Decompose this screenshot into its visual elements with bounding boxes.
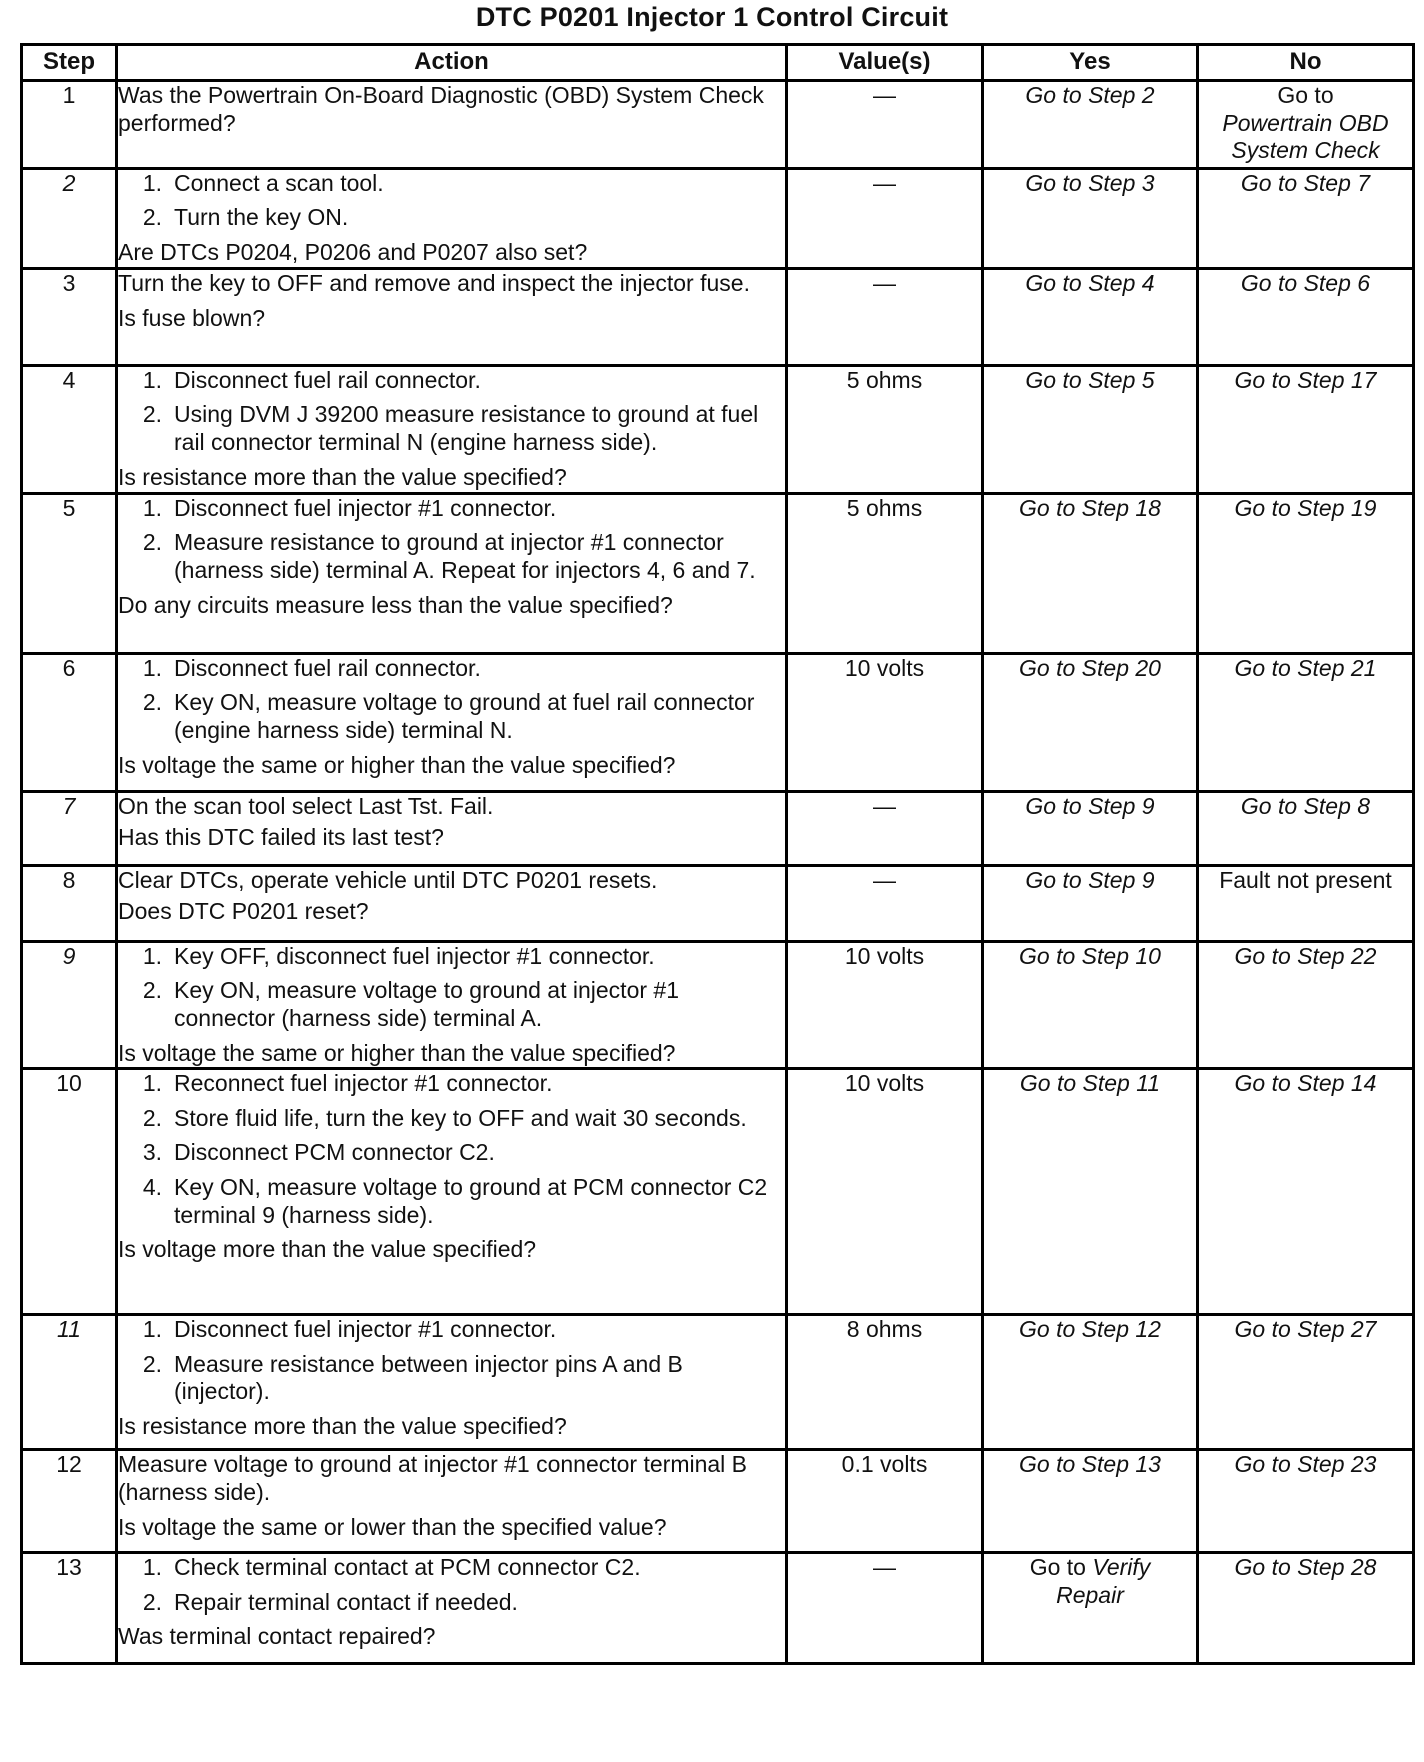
- value-cell: 5 ohms: [787, 493, 983, 653]
- table-row: [22, 941, 1414, 1068]
- diagnostic-table: [20, 43, 1415, 1665]
- action-text: Was the Powertrain On-Board Diagnostic (OBD) System Check performed?: [118, 82, 764, 136]
- action-question: Was terminal contact repaired?: [118, 1623, 436, 1650]
- step-number: 3: [22, 268, 117, 365]
- yes-cell: Go to Step 3: [983, 168, 1198, 268]
- action-question: Is voltage the same or higher than the value specified?: [118, 751, 676, 778]
- step-number: 7: [22, 791, 117, 865]
- action-question: Is voltage the same or higher than the value specified?: [118, 1039, 676, 1066]
- action-item: 1. Disconnect fuel rail connector.: [142, 654, 481, 681]
- action-cell: [117, 493, 787, 653]
- value-cell: 10 volts: [787, 1069, 983, 1315]
- action-text: Clear DTCs, operate vehicle until DTC P0201 resets.: [118, 866, 658, 893]
- action-text: Turn the key to OFF and remove and inspect the injector fuse.: [118, 269, 750, 296]
- table-row: [22, 168, 1414, 268]
- header-action: Action: [117, 45, 787, 81]
- header-no: No: [1198, 45, 1414, 81]
- no-cell: Go to Step 7: [1198, 168, 1414, 268]
- action-item: 3. Disconnect PCM connector C2.: [142, 1139, 495, 1166]
- action-text: On the scan tool select Last Tst. Fail.: [118, 792, 494, 819]
- header-step: Step: [22, 45, 117, 81]
- no-cell: Go to Step 21: [1198, 653, 1414, 791]
- no-cell: Go to Step 14: [1198, 1069, 1414, 1315]
- action-question: Is resistance more than the value specified?: [118, 463, 567, 490]
- no-cell: Go to Step 23: [1198, 1450, 1414, 1553]
- value-cell: —: [787, 791, 983, 865]
- action-cell: [117, 268, 787, 365]
- table-row: [22, 653, 1414, 791]
- value-cell: —: [787, 268, 983, 365]
- action-item: 2. Repair terminal contact if needed.: [142, 1588, 518, 1615]
- no-cell: Go to Step 22: [1198, 941, 1414, 1068]
- table-row: [22, 365, 1414, 493]
- action-item: 2. Key ON, measure voltage to ground at injector #1 connector (harness side) terminal A.: [142, 977, 680, 1031]
- no-cell: Fault not present: [1198, 865, 1414, 941]
- action-item: 2. Using DVM J 39200 measure resistance to ground at fuel rail connector terminal N (engine harness side).: [142, 401, 759, 455]
- action-item: 1. Disconnect fuel rail connector.: [142, 366, 481, 393]
- yes-cell: Go to Step 11: [983, 1069, 1198, 1315]
- table-row: [22, 865, 1414, 941]
- action-text: Measure voltage to ground at injector #1 connector terminal B (harness side).: [118, 1451, 748, 1505]
- action-item: 1. Reconnect fuel injector #1 connector.: [142, 1070, 553, 1097]
- step-number: 13: [22, 1553, 117, 1664]
- table-row: [22, 791, 1414, 865]
- step-number: 11: [22, 1315, 117, 1450]
- no-cell: Go to Step 8: [1198, 791, 1414, 865]
- yes-cell: Go to Step 12: [983, 1315, 1198, 1450]
- table-row: [22, 1315, 1414, 1450]
- step-number: 2: [22, 168, 117, 268]
- value-cell: —: [787, 865, 983, 941]
- table-row: [22, 1069, 1414, 1315]
- table-row: [22, 1553, 1414, 1664]
- action-item: 1. Check terminal contact at PCM connector C2.: [142, 1554, 641, 1581]
- action-question: Is resistance more than the value specified?: [118, 1412, 567, 1439]
- step-number: 10: [22, 1069, 117, 1315]
- no-cell: Go to Step 27: [1198, 1315, 1414, 1450]
- yes-prefix: Go to: [1029, 1554, 1086, 1581]
- action-question: Does DTC P0201 reset?: [118, 898, 369, 925]
- page-title: DTC P0201 Injector 1 Control Circuit: [475, 2, 949, 32]
- action-cell: [117, 168, 787, 268]
- yes-cell: Go to Step 18: [983, 493, 1198, 653]
- action-item: 2. Turn the key ON.: [142, 204, 349, 231]
- action-cell: [117, 653, 787, 791]
- value-cell: 0.1 volts: [787, 1450, 983, 1553]
- step-number: 5: [22, 493, 117, 653]
- yes-cell: Go to Step 2: [983, 81, 1198, 169]
- step-number: 4: [22, 365, 117, 493]
- value-cell: —: [787, 81, 983, 169]
- value-cell: 10 volts: [787, 941, 983, 1068]
- action-question: Are DTCs P0204, P0206 and P0207 also set?: [118, 238, 588, 265]
- yes-cell: Go to Step 9: [983, 865, 1198, 941]
- action-cell: [117, 81, 787, 169]
- action-cell: [117, 865, 787, 941]
- action-question: Is fuse blown?: [118, 305, 266, 332]
- action-cell: [117, 1069, 787, 1315]
- action-question: Is voltage more than the value specified?: [118, 1236, 537, 1263]
- action-item: 1. Disconnect fuel injector #1 connector.: [142, 494, 557, 521]
- value-cell: 10 volts: [787, 653, 983, 791]
- yes-link: Repair: [1056, 1581, 1124, 1608]
- yes-cell: Go to Step 13: [983, 1450, 1198, 1553]
- step-number: 6: [22, 653, 117, 791]
- yes-link: Verify: [1092, 1554, 1151, 1581]
- action-item: 2. Key ON, measure voltage to ground at fuel rail connector (engine harness side) terminal N.: [142, 689, 755, 743]
- value-cell: 8 ohms: [787, 1315, 983, 1450]
- action-cell: [117, 1315, 787, 1450]
- no-line: System Check: [1231, 137, 1380, 164]
- table-row: [22, 268, 1414, 365]
- no-cell: Go to Step 17: [1198, 365, 1414, 493]
- no-line: Powertrain OBD: [1222, 109, 1389, 136]
- action-cell: [117, 365, 787, 493]
- table-row: [22, 1450, 1414, 1553]
- step-number: 8: [22, 865, 117, 941]
- yes-cell: Go to Step 5: [983, 365, 1198, 493]
- header-values: Value(s): [787, 45, 983, 81]
- action-item: 2. Measure resistance to ground at injector #1 connector (harness side) terminal A. Repeat for injectors 4, 6 and 7.: [142, 529, 756, 583]
- yes-cell: Go to Step 4: [983, 268, 1198, 365]
- no-cell: [1198, 81, 1414, 169]
- action-item: 2. Measure resistance between injector pins A and B (injector).: [142, 1350, 683, 1405]
- action-item: 1. Disconnect fuel injector #1 connector.: [142, 1316, 557, 1343]
- yes-cell: Go to Step 9: [983, 791, 1198, 865]
- action-cell: [117, 791, 787, 865]
- header-row: [22, 45, 1414, 81]
- action-cell: [117, 1450, 787, 1553]
- yes-cell: Go to Step 10: [983, 941, 1198, 1068]
- step-number: 1: [22, 81, 117, 169]
- action-item: 4. Key ON, measure voltage to ground at PCM connector C2 terminal 9 (harness side).: [142, 1173, 768, 1228]
- step-number: 12: [22, 1450, 117, 1553]
- value-cell: —: [787, 168, 983, 268]
- yes-cell: Go to Step 20: [983, 653, 1198, 791]
- action-question: Is voltage the same or lower than the specified value?: [118, 1514, 667, 1541]
- table-row: [22, 81, 1414, 169]
- value-cell: —: [787, 1553, 983, 1664]
- action-item: 1. Key OFF, disconnect fuel injector #1 connector.: [142, 942, 655, 969]
- no-line: Go to: [1277, 82, 1334, 108]
- action-item: 1. Connect a scan tool.: [142, 169, 384, 196]
- action-cell: [117, 941, 787, 1068]
- header-yes: Yes: [983, 45, 1198, 81]
- step-number: 9: [22, 941, 117, 1068]
- action-cell: [117, 1553, 787, 1664]
- table-row: [22, 493, 1414, 653]
- no-cell: Go to Step 6: [1198, 268, 1414, 365]
- value-cell: 5 ohms: [787, 365, 983, 493]
- no-cell: Go to Step 19: [1198, 493, 1414, 653]
- yes-cell: [983, 1553, 1198, 1664]
- no-cell: Go to Step 28: [1198, 1553, 1414, 1664]
- action-item: 2. Store fluid life, turn the key to OFF and wait 30 seconds.: [142, 1104, 747, 1131]
- action-question: Has this DTC failed its last test?: [118, 824, 444, 851]
- action-question: Do any circuits measure less than the value specified?: [118, 591, 673, 618]
